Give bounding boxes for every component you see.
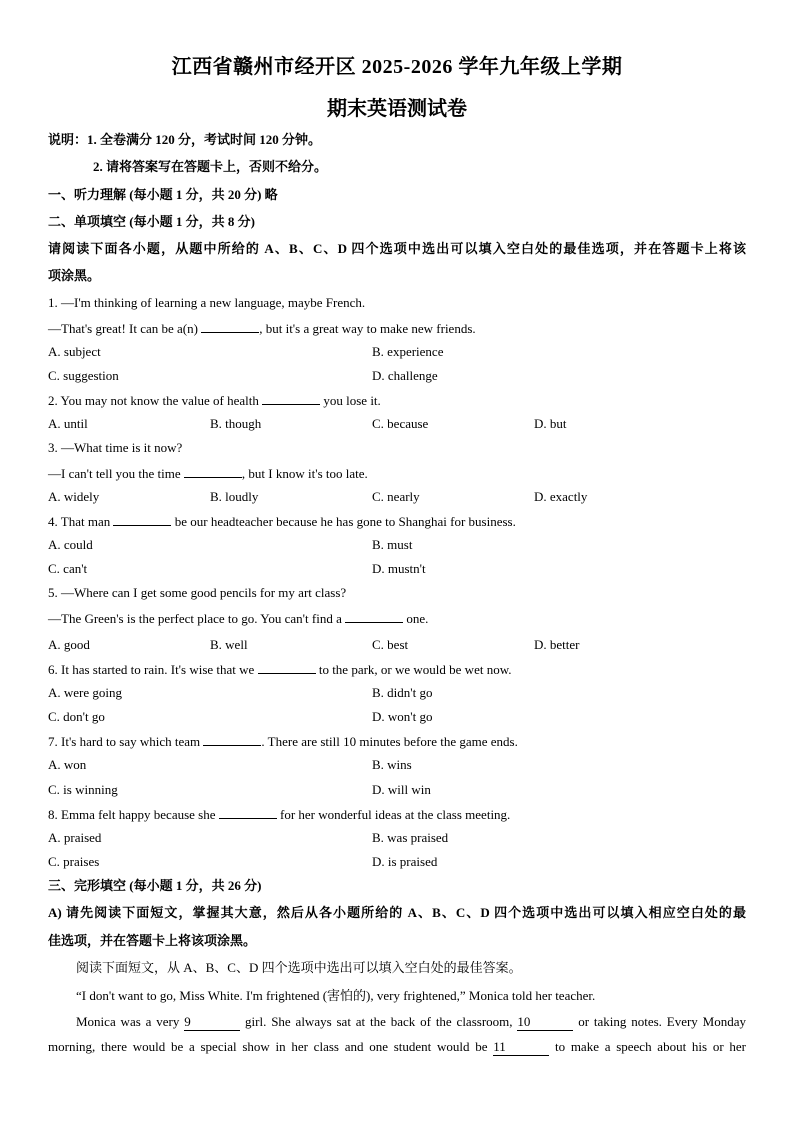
answer-blank — [113, 513, 171, 526]
q5-stem: 5. —Where can I get some good pencils for my art class? — [48, 585, 347, 600]
section-2-instruction: 请阅读下面各小题，从题中所给的 A、B、C、D 四个选项中选出可以填入空白处的最佳选项，并在答题卡上将该 — [48, 241, 746, 256]
q6-option-a: A. were going — [48, 685, 123, 700]
note-1: 说明：1. 全卷满分 120 分，考试时间 120 分钟。 — [48, 132, 322, 147]
q3-option-d: D. exactly — [534, 489, 588, 504]
note-2: 2. 请将答案写在答题卡上，否则不给分。 — [93, 159, 328, 174]
q7-stem: 7. It's hard to say which team . There are still 10 minutes before the game ends. — [48, 734, 518, 749]
q3-option-b: B. loudly — [210, 489, 259, 504]
q8-option-d: D. is praised — [372, 854, 438, 869]
q2-stem: 2. You may not know the value of health you lose it. — [48, 393, 381, 408]
answer-blank — [201, 320, 259, 333]
q4-option-a: A. could — [48, 537, 93, 552]
q4-option-c: C. can't — [48, 561, 88, 576]
q1-option-a: A. subject — [48, 344, 101, 359]
q4-option-b: B. must — [372, 537, 413, 552]
q2-option-d: D. but — [534, 416, 567, 431]
q5-option-d: D. better — [534, 637, 580, 652]
q1-option-b: B. experience — [372, 344, 444, 359]
exam-title-line2: 期末英语测试卷 — [327, 98, 467, 120]
q2-option-b: B. though — [210, 416, 262, 431]
q3-option-c: C. nearly — [372, 489, 420, 504]
q1-stem-2: —That's great! It can be a(n) , but it's a great way to make new friends. — [48, 321, 476, 336]
answer-blank — [203, 733, 261, 746]
q7-option-c: C. is winning — [48, 782, 118, 797]
answer-blank — [258, 661, 316, 674]
q6-stem: 6. It has started to rain. It's wise that we to the park, or we would be wet now. — [48, 662, 512, 677]
q7-option-d: D. will win — [372, 782, 431, 797]
q3-stem-2: —I can't tell you the time , but I know it's too late. — [48, 466, 368, 481]
q4-stem: 4. That man be our headteacher because he has gone to Shanghai for business. — [48, 514, 516, 529]
q5-option-b: B. well — [210, 637, 248, 652]
q1-option-d: D. challenge — [372, 368, 438, 383]
q1-option-c: C. suggestion — [48, 368, 119, 383]
answer-blank — [262, 392, 320, 405]
cloze-blank-11: 11 — [493, 1039, 549, 1056]
q3-stem: 3. —What time is it now? — [48, 440, 183, 455]
q4-option-d: D. mustn't — [372, 561, 426, 576]
cloze-blank-9: 9 — [184, 1014, 240, 1031]
exam-title-line1: 江西省赣州市经开区 2025-2026 学年九年级上学期 — [171, 56, 623, 78]
section-1-heading: 一、听力理解 (每小题 1 分，共 20 分) 略 — [48, 187, 278, 202]
q6-option-d: D. won't go — [372, 709, 433, 724]
q6-option-c: C. don't go — [48, 709, 105, 724]
q2-option-c: C. because — [372, 416, 429, 431]
answer-blank — [219, 806, 277, 819]
answer-blank — [184, 465, 242, 478]
q5-stem-2: —The Green's is the perfect place to go. You can't find a one. — [48, 611, 429, 626]
q5-option-c: C. best — [372, 637, 409, 652]
passage-para-2-cont: morning, there would be a special show in her class and one student would be 11 to make a speech about his or her — [48, 1039, 746, 1054]
q2-option-a: A. until — [48, 416, 88, 431]
section-3-heading: 三、完形填空 (每小题 1 分，共 26 分) — [48, 878, 262, 893]
q1-stem: 1. —I'm thinking of learning a new language, maybe French. — [48, 295, 366, 310]
q8-option-c: C. praises — [48, 854, 100, 869]
q7-option-b: B. wins — [372, 757, 412, 772]
q8-stem: 8. Emma felt happy because she for her wonderful ideas at the class meeting. — [48, 807, 511, 822]
cloze-blank-10: 10 — [517, 1014, 573, 1031]
q3-option-a: A. widely — [48, 489, 100, 504]
q7-option-a: A. won — [48, 757, 87, 772]
answer-blank — [345, 610, 403, 623]
q8-option-b: B. was praised — [372, 830, 449, 845]
passage-intro: 阅读下面短文，从 A、B、C、D 四个选项中选出可以填入空白处的最佳答案。 — [76, 960, 522, 975]
section-2-instruction-cont: 项涂黑。 — [48, 268, 101, 283]
q8-option-a: A. praised — [48, 830, 102, 845]
section-3-instruction: A) 请先阅读下面短文，掌握其大意，然后从各小题所给的 A、B、C、D 四个选项中选出可以填入相应空白处的最 — [48, 905, 746, 920]
q6-option-b: B. didn't go — [372, 685, 433, 700]
section-3-instruction-cont: 佳选项，并在答题卡上将该项涂黑。 — [48, 933, 257, 948]
q5-option-a: A. good — [48, 637, 90, 652]
passage-para-1: “I don't want to go, Miss White. I'm frightened (害怕的), very frightened,” Monica told her teacher. — [76, 988, 596, 1003]
passage-para-2: Monica was a very 9 girl. She always sat at the back of the classroom, 10 or taking notes. Every Monday — [76, 1014, 746, 1029]
section-2-heading: 二、单项填空 (每小题 1 分，共 8 分) — [48, 214, 255, 229]
